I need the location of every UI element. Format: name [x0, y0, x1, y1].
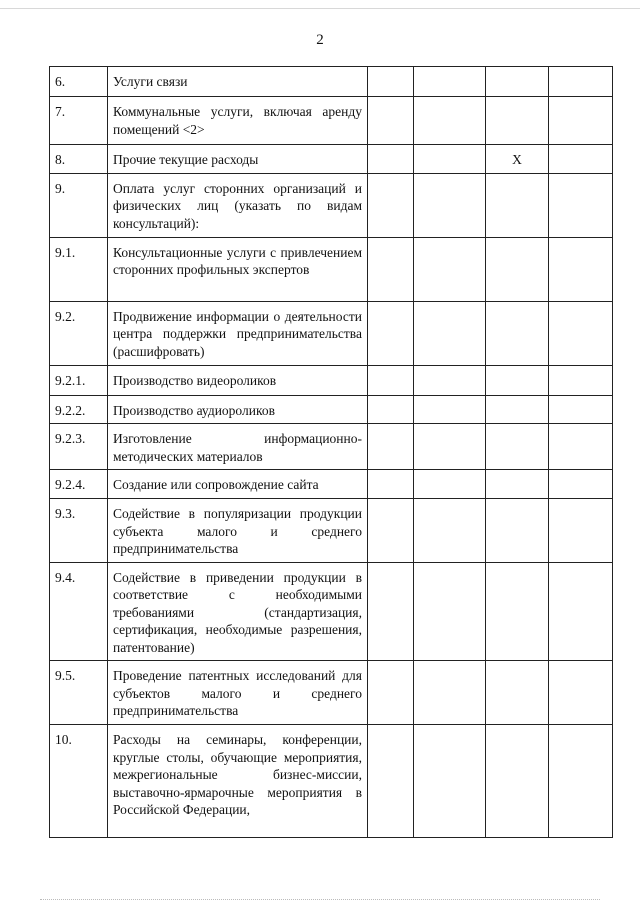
- row-number: 6.: [50, 67, 108, 97]
- cell-col-1: [368, 365, 414, 395]
- cell-col-1: [368, 145, 414, 174]
- cell-col-1: [368, 725, 414, 838]
- cell-col-1: [368, 67, 414, 97]
- cell-col-2: [414, 67, 486, 97]
- cell-col-2: [414, 661, 486, 725]
- row-description: Содействие в популяризации продукции субъекта малого и среднего предпринимательства: [108, 499, 368, 563]
- cell-col-1: [368, 424, 414, 470]
- cell-col-4: [549, 562, 613, 661]
- row-description: Оплата услуг сторонних организаций и физических лиц (указать по видам консультаций):: [108, 173, 368, 237]
- cell-col-2: [414, 301, 486, 365]
- cell-col-3: [486, 67, 549, 97]
- row-number: 9.: [50, 173, 108, 237]
- cell-col-1: [368, 395, 414, 424]
- row-number: 9.3.: [50, 499, 108, 563]
- cell-col-2: [414, 173, 486, 237]
- cell-col-2: [414, 145, 486, 174]
- cell-col-2: [414, 97, 486, 145]
- cell-col-1: [368, 97, 414, 145]
- row-number: 9.2.3.: [50, 424, 108, 470]
- cell-col-3: [486, 97, 549, 145]
- cell-col-1: [368, 499, 414, 563]
- table-row: [50, 395, 613, 424]
- cell-col-2: [414, 365, 486, 395]
- cell-col-3: [486, 237, 549, 301]
- row-description: Услуги связи: [108, 67, 368, 97]
- cell-col-4: [549, 365, 613, 395]
- table-row: [50, 145, 613, 174]
- cell-col-3: [486, 395, 549, 424]
- cell-col-3: [486, 725, 549, 838]
- row-number: 10.: [50, 725, 108, 838]
- table-row: [50, 424, 613, 470]
- bottom-scan-edge: [40, 899, 600, 901]
- top-scan-rule: [0, 8, 640, 9]
- table-row: [50, 67, 613, 97]
- cell-col-4: [549, 470, 613, 499]
- cell-col-4: [549, 237, 613, 301]
- cell-col-2: [414, 424, 486, 470]
- table-row: [50, 173, 613, 237]
- cell-col-3: [486, 499, 549, 563]
- row-description: Продвижение информации о деятельности центра поддержки предпринимательства (расшифровать): [108, 301, 368, 365]
- table-row: [50, 661, 613, 725]
- cell-col-2: [414, 499, 486, 563]
- row-description: Проведение патентных исследований для субъектов малого и среднего предпринимательства: [108, 661, 368, 725]
- cell-col-1: [368, 661, 414, 725]
- cell-col-2: [414, 725, 486, 838]
- table-row: [50, 365, 613, 395]
- row-description: Расходы на семинары, конференции, круглые столы, обучающие мероприятия, межрегиональные бизнес-миссии, выставочно-ярмарочные мероприятия в Российской Федерации,: [108, 725, 368, 838]
- row-number: 7.: [50, 97, 108, 145]
- cell-col-1: [368, 237, 414, 301]
- row-description: Консультационные услуги с привлечением сторонних профильных экспертов: [108, 237, 368, 301]
- table-row: [50, 97, 613, 145]
- cell-col-1: [368, 301, 414, 365]
- row-description: Изготовление информационно-методических материалов: [108, 424, 368, 470]
- cell-col-2: [414, 237, 486, 301]
- table-row: [50, 562, 613, 661]
- row-description: Производство видеороликов: [108, 365, 368, 395]
- row-description: Содействие в приведении продукции в соответствие с необходимыми требованиями (стандартизация, сертификация, необходимые разрешения, патентование): [108, 562, 368, 661]
- cell-col-2: [414, 470, 486, 499]
- row-description: Создание или сопровождение сайта: [108, 470, 368, 499]
- cell-col-4: [549, 395, 613, 424]
- cell-col-3: [486, 173, 549, 237]
- row-description: Прочие текущие расходы: [108, 145, 368, 174]
- table-row: [50, 470, 613, 499]
- cell-col-4: [549, 145, 613, 174]
- row-number: 9.4.: [50, 562, 108, 661]
- expense-table: [49, 66, 613, 838]
- cell-col-4: [549, 97, 613, 145]
- table-row: [50, 725, 613, 838]
- cell-col-3: [486, 562, 549, 661]
- cell-col-1: [368, 470, 414, 499]
- page-number: 2: [316, 32, 324, 48]
- row-number: 9.2.1.: [50, 365, 108, 395]
- cell-col-2: [414, 395, 486, 424]
- cell-col-4: [549, 725, 613, 838]
- cell-col-2: [414, 562, 486, 661]
- row-number: 9.2.: [50, 301, 108, 365]
- cell-col-4: [549, 424, 613, 470]
- cell-col-3: [486, 661, 549, 725]
- row-description: Коммунальные услуги, включая аренду помещений <2>: [108, 97, 368, 145]
- row-number: 9.1.: [50, 237, 108, 301]
- cell-col-3: [486, 424, 549, 470]
- row-number: 9.5.: [50, 661, 108, 725]
- cell-col-4: [549, 301, 613, 365]
- cell-col-3: [486, 470, 549, 499]
- table-row: [50, 301, 613, 365]
- cell-col-4: [549, 173, 613, 237]
- cell-col-1: [368, 173, 414, 237]
- table-row: [50, 499, 613, 563]
- table-row: [50, 237, 613, 301]
- row-number: 9.2.2.: [50, 395, 108, 424]
- row-number: 9.2.4.: [50, 470, 108, 499]
- cell-col-4: [549, 67, 613, 97]
- cell-col-1: [368, 562, 414, 661]
- row-description: Производство аудиороликов: [108, 395, 368, 424]
- cell-col-3: [486, 365, 549, 395]
- cell-col-3: [486, 301, 549, 365]
- row-number: 8.: [50, 145, 108, 174]
- cell-col-4: [549, 661, 613, 725]
- cell-col-4: [549, 499, 613, 563]
- cell-col-3: X: [486, 145, 549, 174]
